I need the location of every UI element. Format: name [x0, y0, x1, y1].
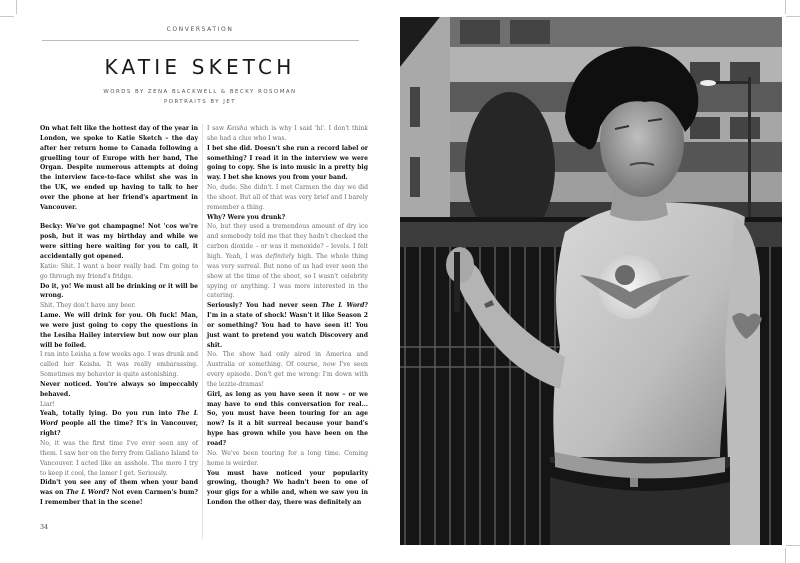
crop-mark	[786, 16, 800, 17]
interview-question: You must have noticed your popularity growing, though? We hadn't been to one of your gigs for a while and, when we saw you in London the other day, there was definitely an	[207, 469, 368, 507]
page-number: 34	[40, 524, 49, 531]
interview-question: Lame. We will drink for you. Oh fuck! Man, we were just going to copy the questions in the Lesiha Hailey interview but now our plan will be foiled.	[40, 312, 198, 349]
article-title: KATIE SKETCH	[104, 55, 296, 79]
crop-mark	[786, 545, 800, 546]
interview-answer: No. We've been touring for a long time. Coming home is weirder.	[207, 449, 368, 467]
interview-question: Never noticed. You're always so impeccably behaved.	[40, 380, 198, 398]
intro-paragraph: On what felt like the hottest day of the year in London, we spoke to Katie Sketch – the day after her return home to Canada following a gruelling tour of Europe with her band, The Organ. Despite numerous attempts at doing the interview face-to-face whilst she was in the UK, we ended up having to talk to her over the phone at her friend's apartment in Vancouver.	[40, 125, 199, 211]
emphasis: Keisha	[226, 125, 248, 132]
interview-question: Why? Were you drunk?	[207, 213, 286, 221]
emphasis: now	[322, 361, 336, 369]
interview-answer: Liar!	[40, 400, 55, 408]
portrait-photo-image	[400, 17, 782, 545]
interview-question: Becky: We've got champagne! Not 'cos we're posh, but it was my birthday and while we were sitting here waiting for you to call, it accidentally got opened.	[40, 223, 198, 260]
header-rule	[42, 40, 359, 41]
emphasis: The L Word	[65, 489, 106, 497]
column-divider	[202, 124, 203, 539]
emphasis: The L Word	[40, 410, 198, 428]
byline	[0, 87, 400, 107]
interview-answer: Katie: Shit. I want a beer really bad. I'm going to go through my friend's fridge.	[40, 262, 198, 280]
interview-question: Do it, yo! We must all be drinking or it will be wrong.	[40, 282, 198, 300]
interview-answer: Shit. They don't have any beer.	[40, 302, 136, 310]
interview-answer: No. The show had only aired in America and Australia or something. Of course, now I've seen every episode. Don't get me wrong: I'm down with the lezzie-dramas!	[207, 351, 368, 388]
crop-mark	[785, 0, 786, 14]
column2-body	[207, 124, 368, 508]
portrait-photo	[400, 17, 782, 545]
text-column-1	[40, 124, 198, 508]
interview-question: Seriously? You had never seen The L Word? I'm in a state of shock! Wasn't it like Season 2 or something? You had to have seen it! You just want to pretend you watch Discovery and shit.	[207, 302, 368, 349]
interview-question: Yeah, totally lying. Do you run into The L Word people all the time? It's in Vancouver, right?	[40, 410, 198, 438]
interview-answer: I ran into Leisha a few weeks ago. I was drunk and called her Keisha. It was really embarassing. Sometimes my behavior is quite astonishing.	[40, 351, 198, 379]
byline-words: WORDS BY ZENA BLACKWELL & BECKY ROSOMAN	[103, 89, 297, 95]
interview-answer: No, it was the first time I've ever seen any of them. I saw her on the ferry from Galiano Island to Vancouver. I acted like an asshole. The more I try to keep it cool, the lamer I get. Seriously.	[40, 440, 198, 477]
crop-mark	[785, 548, 786, 563]
interview-question: Didn't you see any of them when your band was on The L Word? Not even Carmen's bum? I remember that in the scene!	[40, 479, 198, 507]
text-column-2	[207, 124, 368, 508]
interview-answer: No, but they used a tremendous amount of dry ice and somebody told me that they hadn't checked the carbon dioxide – or was it menoxide? – levels. I felt high. Yeah, I was definitely high. The whole thing was very surreal. But none of us had ever seen the show at the time of the shoot, so I wasn't celebrity spying or anything. I was more interested in the catering.	[207, 223, 368, 300]
emphasis: definitely	[265, 252, 295, 260]
interview-answer: No, dude. She didn't. I met Carmen the day we did the shoot. But all of that was very brief and I barely remember a thing.	[207, 184, 368, 211]
section-label: CONVERSATION	[166, 26, 234, 33]
byline-portraits: PORTRAITS BY JET	[163, 99, 237, 105]
emphasis: The L Word	[321, 302, 365, 310]
interview-question: I bet she did. Doesn't she run a record label or something? I read it in the interview we were going to copy. She is into music in a pretty big way. I bet she knows you from your band.	[207, 144, 368, 182]
interview-answer: I saw Keisha which is why I said 'hi'. I don't think she had a clue who I was.	[207, 125, 368, 142]
interview-question: Girl, as long as you have seen it now – or we may have to end this conversation for real... So, you must have been touring for an age now? Is it a bit surreal because your band's hype has grown while you have been on the road?	[207, 390, 368, 447]
column1-body	[40, 222, 198, 507]
